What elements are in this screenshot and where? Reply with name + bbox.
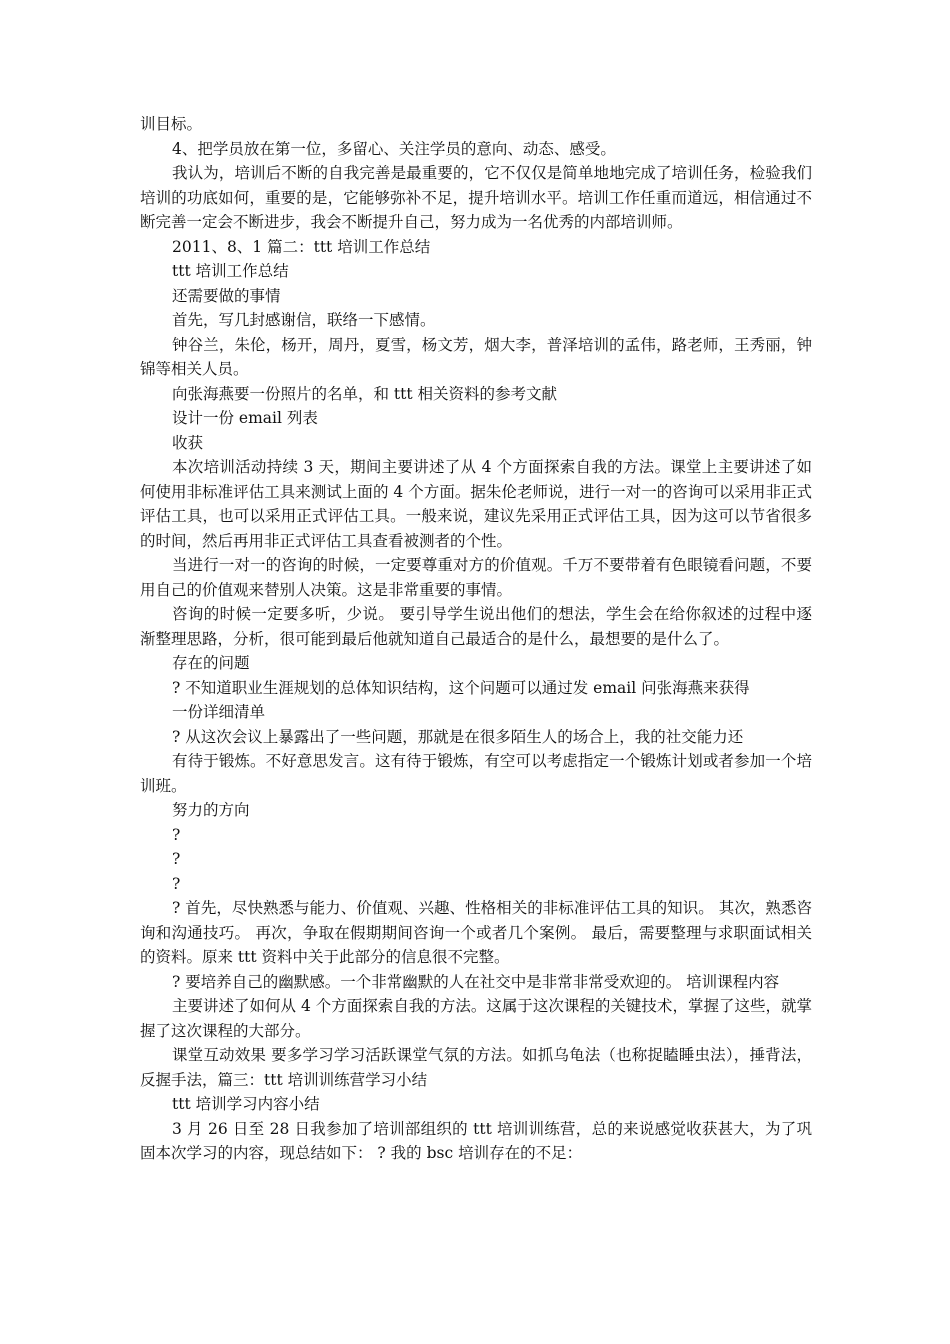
- list-item: ?: [172, 874, 181, 893]
- paragraph: 我认为，培训后不断的自我完善是最重要的，它不仅仅是简单地地完成了培训任务，检验我们培训的功底如何，重要的是，它能够弥补不足，提升培训水平。培训工作任重而道远，相信通过不断完善一定会不断进步，我会不断提升自己，努力成为一名优秀的内部培训师。: [140, 164, 812, 231]
- list-item: 有待于锻炼。不好意思发言。这有待于锻炼，有空可以考虑指定一个锻炼计划或者参加一个培训班。: [140, 752, 812, 795]
- subheading: 还需要做的事情: [172, 286, 281, 305]
- paragraph: 当进行一对一的咨询的时候，一定要尊重对方的价值观。千万不要带着有色眼镜看问题，不要用自己的价值观来替别人决策。这是非常重要的事情。: [140, 556, 812, 599]
- paragraph: 主要讲述了如何从 4 个方面探索自我的方法。这属于这次课程的关键技术，掌握了这些，就掌握了这次课程的大部分。: [140, 997, 812, 1040]
- paragraph: 4、把学员放在第一位，多留心、关注学员的意向、动态、感受。: [172, 139, 616, 158]
- paragraph: 向张海燕要一份照片的名单，和 ttt 相关资料的参考文献: [172, 384, 558, 403]
- list-item: ?: [172, 850, 181, 868]
- document-body: [140, 112, 812, 1166]
- list-item: ? 首先，尽快熟悉与能力、价值观、兴趣、性格相关的非标准评估工具的知识。 其次，熟悉咨询和沟通技巧。 再次，争取在假期期间咨询一个或者几个案例。 最后，需要整理与求职面试相关的资料。原来 ttt 资料中关于此部分的信息很不完整。: [140, 899, 812, 966]
- paragraph: 训目标。: [140, 115, 203, 133]
- section-title: ttt 培训工作总结: [172, 262, 289, 280]
- list-item: ? 不知道职业生涯规划的总体知识结构，这个问题可以通过发 email 问张海燕来获得: [172, 678, 750, 697]
- list-item: ? 从这次会议上暴露出了一些问题，那就是在很多陌生人的场合上，我的社交能力还: [172, 727, 744, 746]
- subheading: 收获: [172, 433, 204, 452]
- paragraph: 本次培训活动持续 3 天，期间主要讲述了从 4 个方面探索自我的方法。课堂上主要讲述了如何使用非标准评估工具来测试上面的 4 个方面。据朱伦老师说，进行一对一的咨询可以采用非正式评估工具，也可以采用正式评估工具。一般来说，建议先采用正式评估工具，因为这可以节省很多的时间，然后再用非正式评估工具查看被测者的个性。: [140, 458, 812, 550]
- paragraph: 钟谷兰，朱伦，杨开，周丹，夏雪，杨文芳，烟大李，普泽培训的孟伟，路老师，王秀丽，钟锦等相关人员。: [140, 335, 812, 378]
- list-item: ?: [172, 825, 181, 844]
- paragraph: 设计一份 email 列表: [172, 409, 318, 427]
- section-title: ttt 培训学习内容小结: [172, 1095, 320, 1113]
- list-item: ? 要培养自己的幽默感。一个非常幽默的人在社交中是非常非常受欢迎的。 培训课程内容: [172, 972, 780, 991]
- paragraph: 3 月 26 日至 28 日我参加了培训部组织的 ttt 培训训练营，总的来说感觉收获甚大，为了巩固本次学习的内容，现总结如下： ? 我的 bsc 培训存在的不足：: [140, 1119, 812, 1162]
- list-item: 一份详细清单: [172, 703, 266, 721]
- paragraph: 课堂互动效果 要多学习学习活跃课堂气氛的方法。如抓乌龟法（也称捉瞌睡虫法），捶背法，反握手法，篇三：ttt 培训训练营学习小结: [140, 1046, 812, 1089]
- paragraph: 2011、8、1 篇二：ttt 培训工作总结: [172, 237, 431, 256]
- subheading: 存在的问题: [172, 654, 250, 672]
- paragraph: 咨询的时候一定要多听，少说。 要引导学生说出他们的想法，学生会在给你叙述的过程中逐渐整理思路，分析，很可能到最后他就知道自己最适合的是什么，最想要的是什么了。: [140, 605, 812, 648]
- subheading: 努力的方向: [172, 801, 250, 819]
- paragraph: 首先，写几封感谢信，联络一下感情。: [172, 311, 436, 329]
